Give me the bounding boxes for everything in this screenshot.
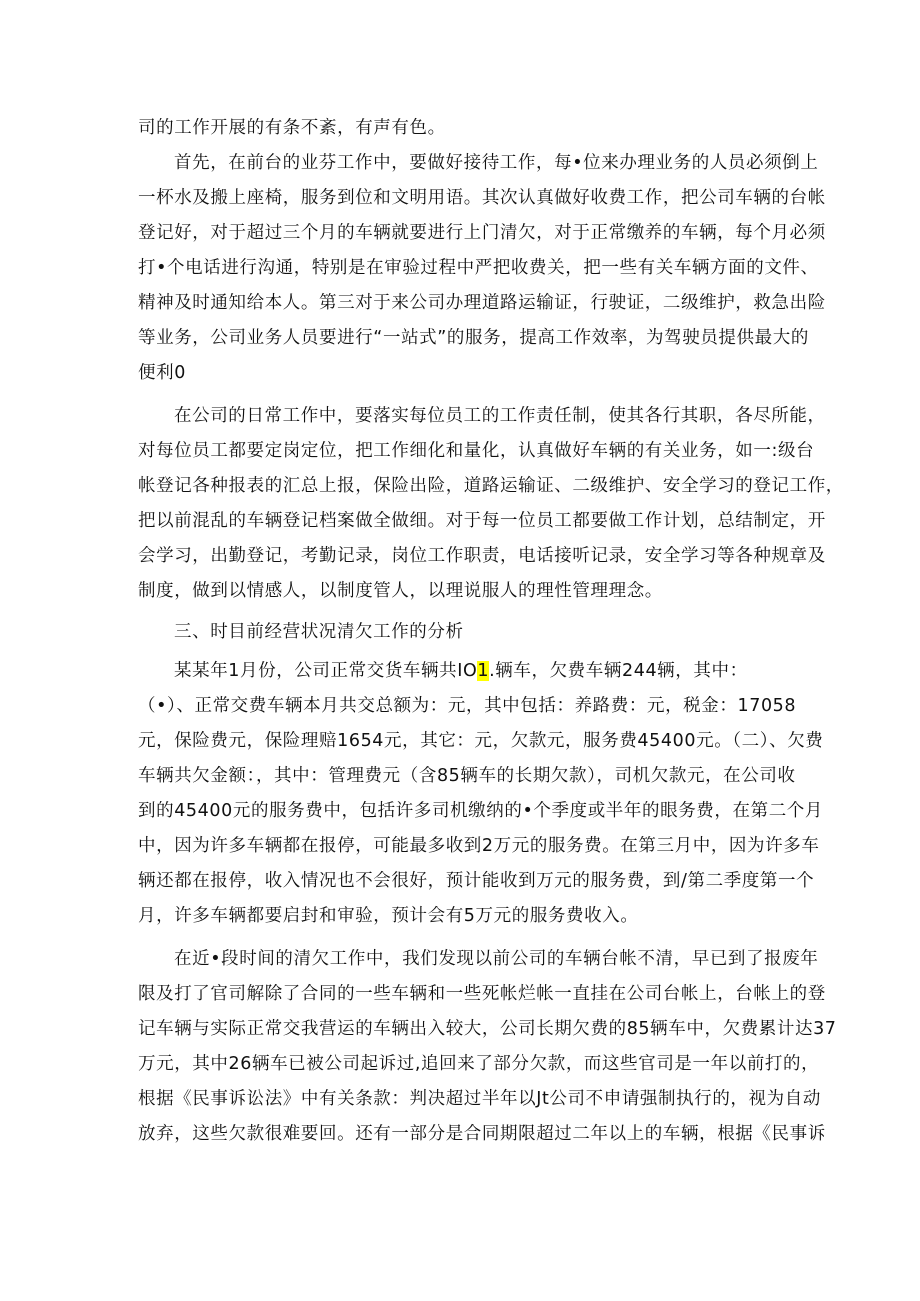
text-fragment: .辆车，欠费车辆244辆，其中： bbox=[489, 661, 748, 681]
text-line: 会学习，出勤登记，考勤记录，岗位工作职责，电话接听记录，安全学习等各种规章及 bbox=[138, 546, 826, 566]
text-line: 司的工作开展的有条不紊，有声有色。 bbox=[138, 118, 446, 138]
text-line bbox=[174, 655, 748, 687]
text-line: 便利0 bbox=[138, 363, 186, 383]
text-line: 首先，在前台的业芬工作中，要做好接待工作，每•位来办理业务的人员必须倒上 bbox=[174, 153, 819, 173]
text-line: （•）、正常交费车辆本月共交总额为：元，其中包括：养路费：元，税金：17058 bbox=[138, 696, 797, 716]
text-line: 辆还都在报停，收入情况也不会很好，预计能收到万元的服务费，到/第二季度第一个 bbox=[138, 871, 815, 891]
text-fragment: 某某年1月份，公司正常交货车辆共IO bbox=[174, 661, 478, 681]
text-line: 登记好，对于超过三个月的车辆就要进行上门清欠，对于正常缴养的车辆，每个月必须 bbox=[138, 223, 826, 243]
text-line: 放弃，这些欠款很难要回。还有一部分是合同期限超过二年以上的车辆，根据《民事诉 bbox=[138, 1124, 826, 1144]
text-line: 车辆共欠金额：，其中：管理费元（含85辆车的长期欠款），司机欠款元，在公司收 bbox=[138, 766, 796, 786]
text-line: 一杯水及搬上座椅，服务到位和文明用语。其次认真做好收费工作，把公司车辆的台帐 bbox=[138, 188, 826, 208]
text-line: 帐登记各种报表的汇总上报，保险出险，道路运输证、二级维护、安全学习的登记工作， bbox=[138, 476, 844, 496]
text-line: 在公司的日常工作中，要落实每位员工的工作责任制，使其各行其职，各尽所能， bbox=[174, 406, 826, 426]
text-line: 精神及时通知给本人。第三对于来公司办理道路运输证，行驶证，二级维护，救急出险 bbox=[138, 293, 826, 313]
text-line: 中，因为许多车辆都在报停，可能最多收到2万元的服务费。在第三月中，因为许多车 bbox=[138, 836, 820, 856]
text-line: 等业务，公司业务人员要进行“一站式”的服务，提高工作效率，为驾驶员提供最大的 bbox=[138, 328, 809, 348]
highlighted-text: 1 bbox=[477, 661, 490, 681]
text-line: 到的45400元的服务费中，包括许多司机缴纳的•个季度或半年的眼务费，在第二个月 bbox=[138, 801, 823, 821]
section-heading: 三、时目前经营状况清欠工作的分析 bbox=[174, 622, 464, 642]
text-line: 万元，其中26辆车已被公司起诉过,追回来了部分欠款，而这些官司是一年以前打的， bbox=[138, 1054, 820, 1074]
text-line: 限及打了官司解除了合同的一些车辆和一些死帐烂帐一直挂在公司台帐上，台帐上的登 bbox=[138, 984, 826, 1004]
text-line: 对每位员工都要定岗定位，把工作细化和量化，认真做好车辆的有关业务，如一:级台 bbox=[138, 441, 815, 461]
text-line: 元，保险费元，保险理赔1654元，其它：元，欠款元，服务费45400元。（二）、欠费 bbox=[138, 731, 824, 751]
text-line: 月，许多车辆都要启封和审验，预计会有5万元的服务费收入。 bbox=[138, 906, 639, 926]
text-line: 制度，做到以情感人，以制度管人，以理说服人的理性管理理念。 bbox=[138, 581, 663, 601]
text-line: 记车辆与实际正常交我营运的车辆出入较大，公司长期欠费的85辆车中，欠费累计达37 bbox=[138, 1019, 837, 1039]
text-line: 在近•段时间的清欠工作中，我们发现以前公司的车辆台帐不清，早已到了报废年 bbox=[174, 949, 819, 969]
text-line: 把以前混乱的车辆登记档案做全做细。对于每一位员工都要做工作计划，总结制定，开 bbox=[138, 511, 826, 531]
text-line: 打•个电话进行沟通，特别是在审验过程中严把收费关，把一些有关车辆方面的文件、 bbox=[138, 258, 819, 278]
text-line: 根据《民事诉讼法》中有关条款：判决超过半年以Jt公司不申请强制执行的，视为自动 bbox=[138, 1089, 821, 1109]
